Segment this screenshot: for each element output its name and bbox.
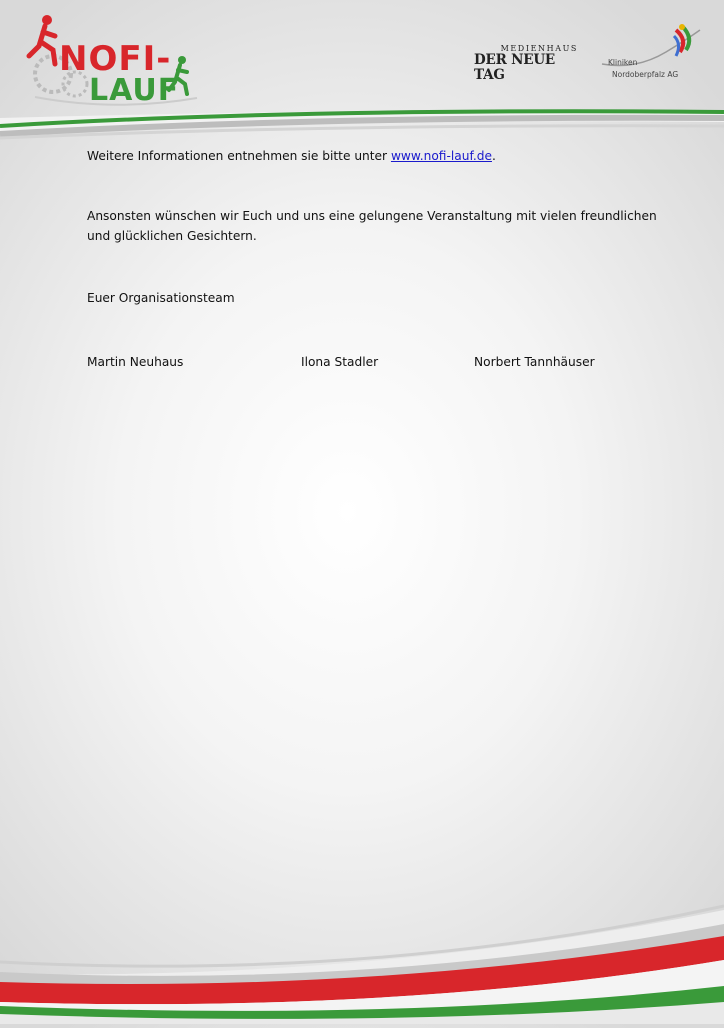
info-suffix: .: [491, 149, 496, 163]
svg-text:LAUF: LAUF: [89, 73, 180, 108]
wish-line-2: und glücklichen Gesichtern.: [87, 229, 257, 243]
der-neue-tag-main: DER NEUE TAG: [474, 52, 556, 83]
footer-swoosh: [0, 890, 724, 1024]
der-neue-tag-logo: [474, 44, 582, 83]
info-paragraph: [87, 146, 496, 166]
kliniken-logo: [596, 22, 704, 84]
signatory-3: Norbert Tannhäuser: [474, 355, 595, 369]
signatory-1: Martin Neuhaus: [87, 355, 184, 369]
closing-line: Euer Organisationsteam: [87, 291, 235, 305]
der-neue-tag-top: MEDIENHAUS: [500, 44, 578, 53]
signatory-2: Ilona Stadler: [301, 355, 379, 369]
kliniken-line2: Nordoberpfalz AG: [612, 70, 679, 79]
letterhead: [0, 0, 724, 150]
website-link[interactable]: www.nofi-lauf.de: [390, 149, 492, 163]
info-prefix: Weitere Informationen entnehmen sie bitte unter: [87, 149, 391, 163]
wish-line-1: Ansonsten wünschen wir Euch und uns eine gelungene Veranstaltung mit vielen freundlichen: [87, 209, 657, 223]
svg-text:NOFI-: NOFI-: [59, 39, 172, 79]
kliniken-line1: Kliniken: [608, 58, 638, 67]
nofi-lauf-logo: [25, 12, 205, 110]
